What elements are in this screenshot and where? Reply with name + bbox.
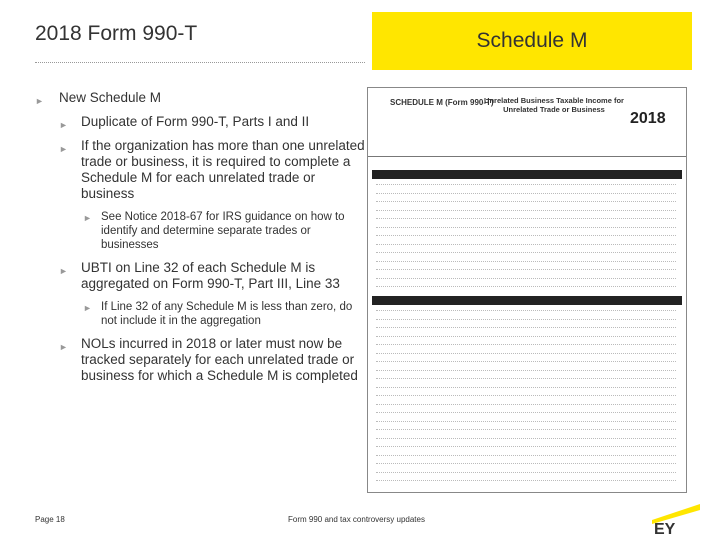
- form-line: [376, 429, 676, 431]
- form-line: [376, 310, 676, 312]
- bullet-item: ► Duplicate of Form 990-T, Parts I and II: [35, 114, 365, 130]
- form-line: [376, 438, 676, 440]
- bullet-item: ► If Line 32 of any Schedule M is less than zero, do not include it in the aggregation: [83, 301, 353, 327]
- form-part-bar: [372, 170, 682, 179]
- form-line: [376, 210, 676, 212]
- bullet-arrow-icon: ►: [59, 342, 68, 352]
- form-line: [376, 201, 676, 203]
- form-line: [376, 193, 676, 195]
- form-line: [376, 463, 676, 465]
- bullet-item: ► NOLs incurred in 2018 or later must now be tracked separately for each unrelated trade or business for which a Schedule M is completed: [59, 336, 358, 383]
- form-line: [376, 353, 676, 355]
- form-line: [376, 421, 676, 423]
- form-heading: Unrelated Business Taxable Income for Unrelated Trade or Business: [484, 96, 624, 114]
- bullet-arrow-icon: ►: [59, 120, 68, 130]
- form-line: [376, 218, 676, 220]
- form-year: 2018: [630, 110, 666, 127]
- form-line: [376, 344, 676, 346]
- bullet-list: [35, 90, 365, 392]
- form-line: [376, 227, 676, 229]
- form-line: [376, 404, 676, 406]
- form-line: [376, 336, 676, 338]
- page-number: Page 18: [35, 515, 65, 524]
- form-line: [376, 252, 676, 254]
- form-line: [376, 235, 676, 237]
- form-line: [376, 244, 676, 246]
- bullet-arrow-icon: ►: [83, 213, 92, 223]
- bullet-arrow-icon: ►: [83, 303, 92, 313]
- slide-title: 2018 Form 990-T: [35, 22, 198, 45]
- form-line: [376, 327, 676, 329]
- form-line: [376, 395, 676, 397]
- bullet-item: ► See Notice 2018-67 for IRS guidance on how to identify and determine separate trades or businesses: [83, 211, 345, 251]
- section-badge: Schedule M: [372, 12, 692, 70]
- form-line: [376, 387, 676, 389]
- form-header: [368, 88, 686, 157]
- form-line: [376, 472, 676, 474]
- bullet-item: ► UBTI on Line 32 of each Schedule M is aggregated on Form 990-T, Part III, Line 33: [59, 260, 340, 291]
- form-image: [367, 87, 687, 493]
- bullet-arrow-icon: ►: [59, 144, 68, 154]
- title-divider: [35, 62, 365, 63]
- bullet-arrow-icon: ►: [59, 266, 68, 276]
- form-line: [376, 286, 676, 288]
- form-line: [376, 269, 676, 271]
- form-line: [376, 412, 676, 414]
- form-id: SCHEDULE M (Form 990-T): [390, 98, 494, 107]
- bullet-item: ► If the organization has more than one unrelated trade or business, it is required to complete a Schedule M for each unrelated trade or business: [59, 138, 365, 201]
- footer-caption: Form 990 and tax controversy updates: [288, 515, 425, 524]
- form-part-bar: [372, 296, 682, 305]
- ey-logo: [648, 500, 704, 536]
- bullet-item: ► New Schedule M: [35, 90, 365, 106]
- form-line: [376, 184, 676, 186]
- form-line: [376, 319, 676, 321]
- svg-text:EY: EY: [654, 521, 676, 536]
- form-line: [376, 446, 676, 448]
- form-line: [376, 480, 676, 482]
- form-line: [376, 278, 676, 280]
- form-line: [376, 370, 676, 372]
- form-line: [376, 361, 676, 363]
- form-line: [376, 378, 676, 380]
- bullet-arrow-icon: ►: [35, 96, 44, 106]
- form-line: [376, 261, 676, 263]
- form-line: [376, 455, 676, 457]
